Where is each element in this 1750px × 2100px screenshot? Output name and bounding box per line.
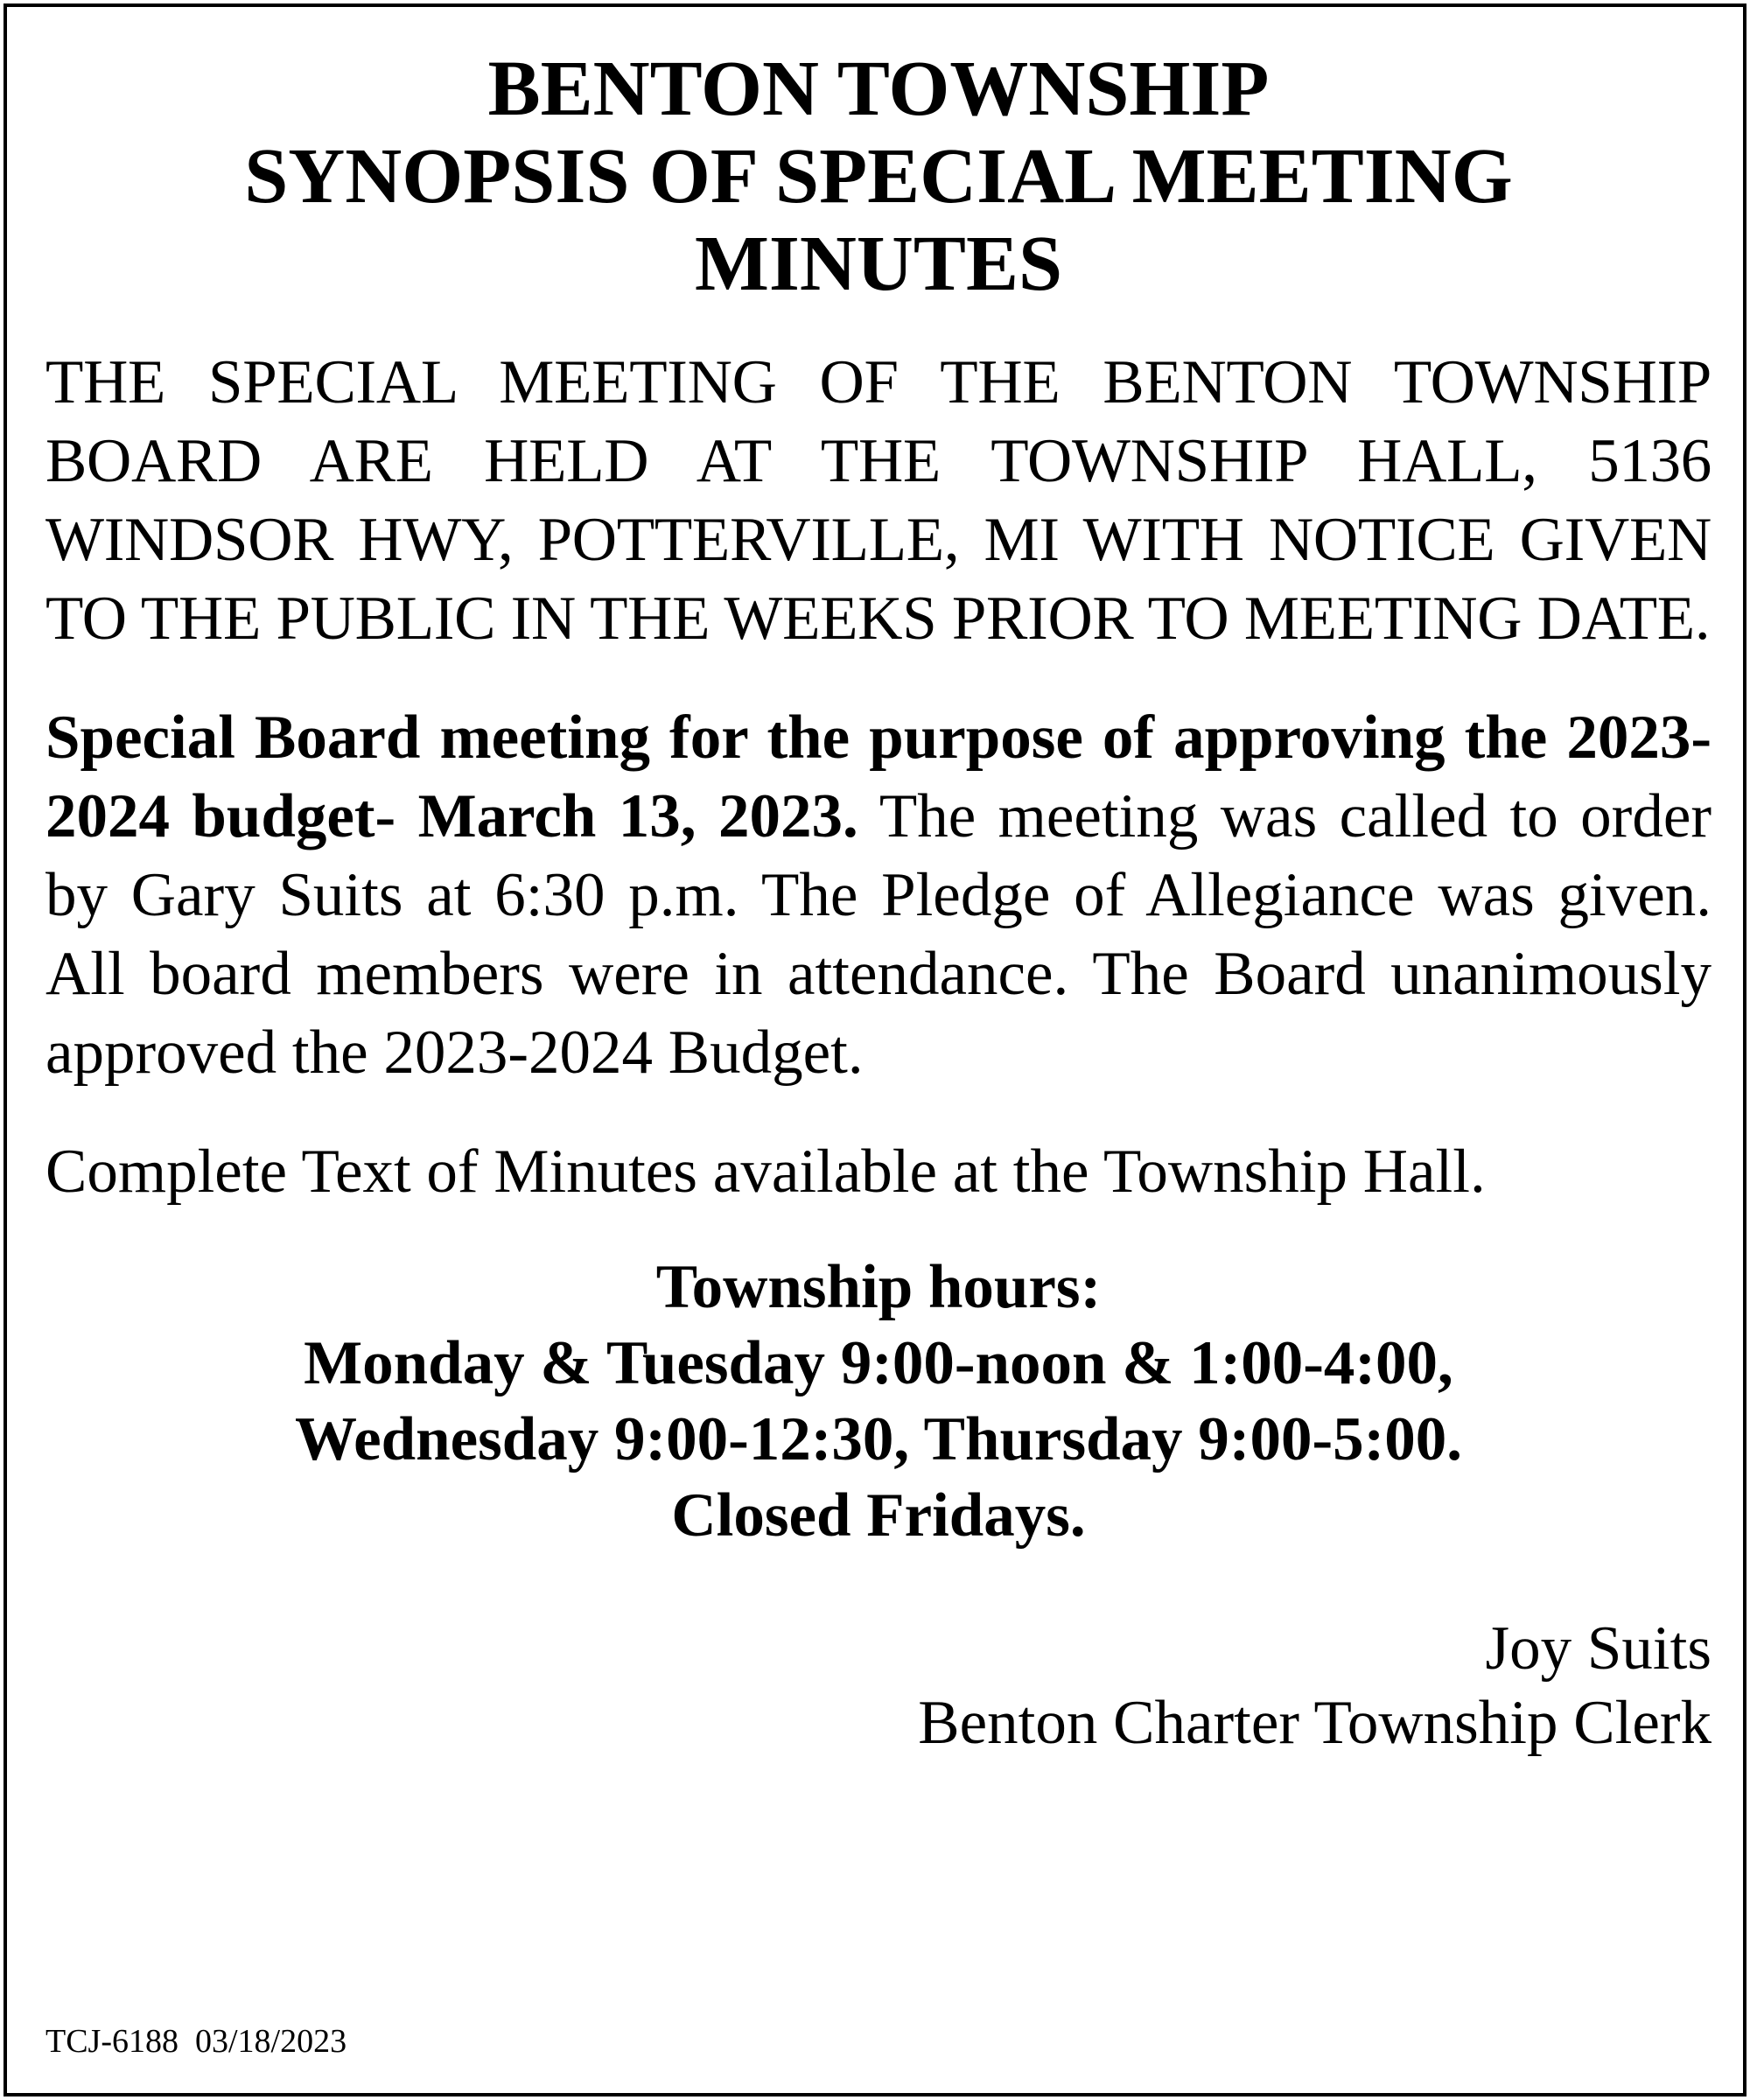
- title-line-1: BENTON TOWNSHIP: [487, 46, 1270, 132]
- signature-title: Benton Charter Township Clerk: [918, 1689, 1712, 1757]
- legal-notice: [46, 46, 1712, 1760]
- meeting-summary-body: The meeting was called to order by Gary Suits at 6:30 p.m. The Pledge of Allegiance was given. All board members were in attendance. The Board unanimously approved the 2023-2024 Budget.: [46, 782, 1712, 1087]
- publication-code: TCJ-6188 03/18/2023: [46, 2023, 347, 2060]
- signature-block: [46, 1612, 1712, 1760]
- hours-line-3: Closed Fridays.: [671, 1481, 1086, 1550]
- notice-title: [46, 46, 1712, 308]
- hours-line-1: Monday & Tuesday 9:00-noon & 1:00-4:00,: [304, 1329, 1453, 1397]
- hours-heading: Township hours:: [655, 1253, 1102, 1321]
- complete-text-note: Complete Text of Minutes available at the Township Hall.: [46, 1138, 1486, 1206]
- title-line-2: SYNOPSIS OF SPECIAL MEETING: [244, 133, 1513, 220]
- hours-line-2: Wednesday 9:00-12:30, Thursday 9:00-5:00.: [295, 1405, 1462, 1474]
- title-line-3: MINUTES: [694, 220, 1063, 307]
- township-hours: [46, 1250, 1712, 1554]
- meeting-summary-lead: Special Board meeting for the purpose of approving the 2023-2024 budget- March 13, 2023.: [46, 704, 1712, 850]
- meeting-location-paragraph: THE SPECIAL MEETING OF THE BENTON TOWNSHIP BOARD ARE HELD AT THE TOWNSHIP HALL, 5136 WINDSOR HWY, POTTERVILLE, MI WITH NOTICE GIVEN TO THE PUBLIC IN THE WEEKS PRIOR TO MEETING DATE.: [46, 348, 1712, 653]
- meeting-summary-paragraph: [46, 698, 1712, 1092]
- signature-name: Joy Suits: [1485, 1614, 1712, 1683]
